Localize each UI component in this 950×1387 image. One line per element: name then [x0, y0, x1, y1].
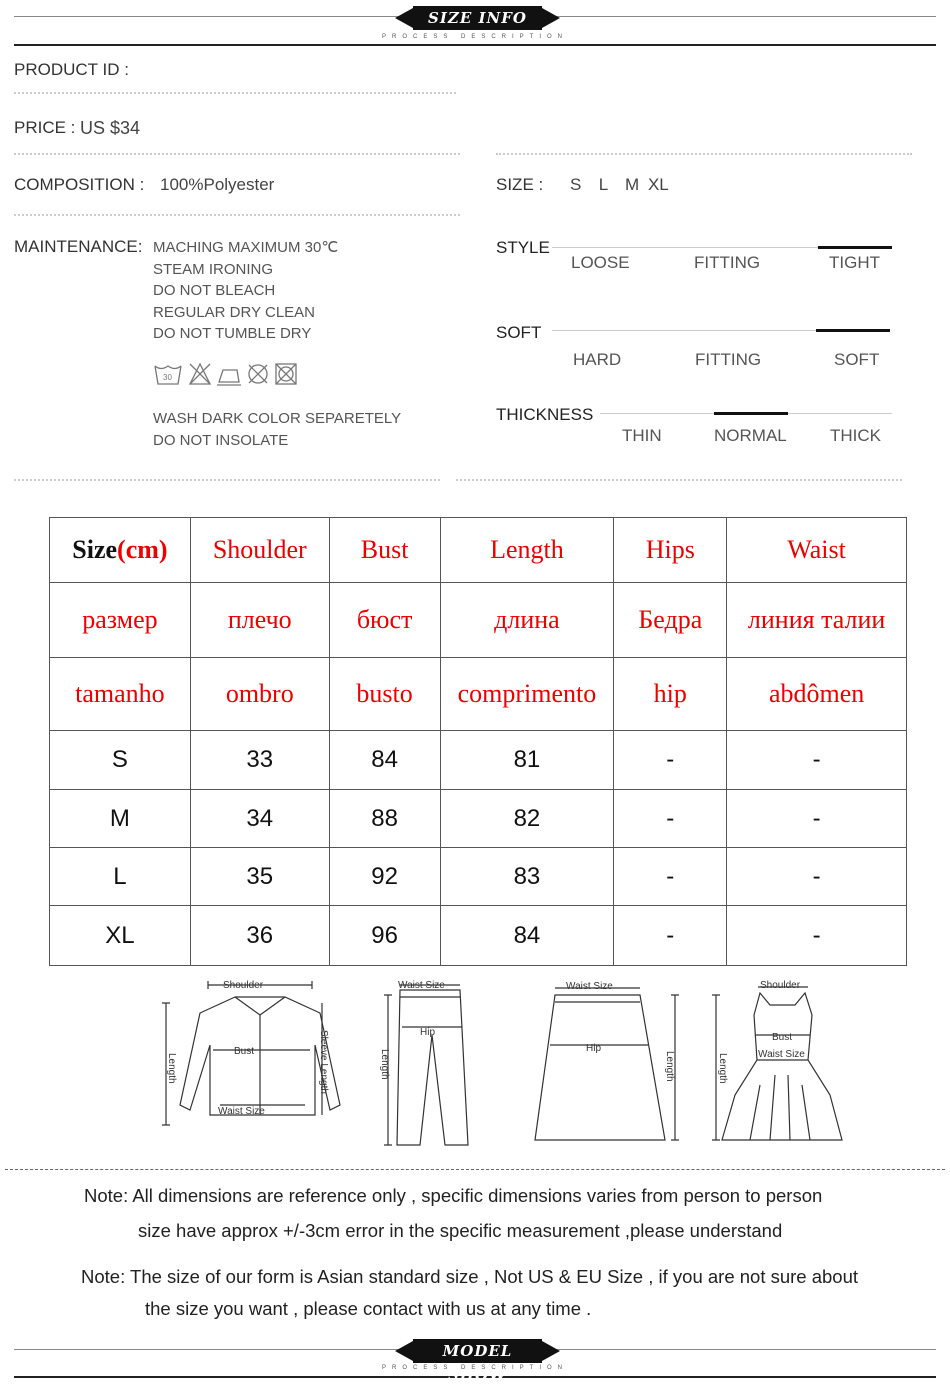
- skirt-diagram: [535, 988, 679, 1140]
- table-header-row-ru: [50, 583, 907, 658]
- dress-length-label: Length: [717, 1053, 728, 1084]
- maintenance-label: MAINTENANCE:: [14, 237, 143, 256]
- pants-waist-label: Waist Size: [398, 980, 445, 991]
- table-cell: 35: [190, 848, 329, 906]
- garment-diagrams: [30, 975, 920, 1160]
- soft-label: SOFT: [496, 323, 542, 342]
- maintenance-line: DO NOT TUMBLE DRY: [153, 325, 312, 342]
- wash-notes: [153, 408, 401, 451]
- note-2-line-1: Note: The size of our form is Asian standard size , Not US & EU Size , if you are not sure about: [81, 1266, 859, 1287]
- shirt-shoulder-label: Shoulder: [223, 980, 264, 991]
- table-cell: -: [727, 906, 907, 966]
- thickness-label: THICKNESS: [496, 405, 594, 424]
- table-cell: XL: [50, 906, 191, 966]
- note-1-line-1: Note: All dimensions are reference only , specific dimensions varies from person to person: [84, 1185, 823, 1206]
- dress-shoulder-label: Shoulder: [760, 980, 801, 991]
- banner-title: MODEL SHOW: [413, 1339, 542, 1363]
- banner-subtitle: PROCESS DESCRIPTION: [381, 34, 568, 40]
- table-row: [50, 906, 907, 966]
- table-header-row-pt: [50, 658, 907, 731]
- table-header-cell: Бедра: [614, 583, 727, 658]
- table-cell: -: [727, 731, 907, 790]
- maintenance-list: [153, 237, 338, 345]
- size-unit-text: (cm): [117, 535, 168, 564]
- table-header-cell: Bust: [329, 518, 440, 583]
- table-cell: 88: [329, 790, 440, 848]
- composition-label: COMPOSITION :: [14, 175, 145, 194]
- soft-option: FITTING: [695, 350, 762, 369]
- table-row: [50, 731, 907, 790]
- soft-option: SOFT: [834, 350, 880, 369]
- notes-separator: [5, 1169, 945, 1170]
- product-id-label: PRODUCT ID :: [14, 60, 129, 79]
- banner-subtitle: PROCESS DESCRIPTION: [381, 1365, 568, 1371]
- table-row: [50, 790, 907, 848]
- composition-value: 100%Polyester: [160, 175, 275, 194]
- table-header-cell: tamanho: [50, 658, 191, 731]
- skirt-hip-label: Hip: [586, 1043, 602, 1054]
- table-header-cell: comprimento: [440, 658, 614, 731]
- table-cell: M: [50, 790, 191, 848]
- pants-length-label: Length: [379, 1049, 390, 1080]
- svg-text:30: 30: [163, 373, 172, 382]
- style-option: LOOSE: [571, 253, 630, 272]
- table-header-cell: линия талии: [727, 583, 907, 658]
- table-cell: -: [727, 848, 907, 906]
- maintenance-line: STEAM IRONING: [153, 260, 274, 278]
- size-label: SIZE :: [496, 175, 544, 194]
- table-header-cell: [50, 518, 191, 583]
- dress-waist-label: Waist Size: [758, 1049, 805, 1060]
- table-header-cell: длина: [440, 583, 614, 658]
- table-row: [50, 848, 907, 906]
- thickness-option: THICK: [830, 426, 881, 445]
- table-cell: 34: [190, 790, 329, 848]
- table-cell: 84: [329, 731, 440, 790]
- style-selected-indicator: [818, 246, 892, 249]
- table-cell: 33: [190, 731, 329, 790]
- price-value: US $34: [80, 118, 141, 138]
- table-header-cell: Waist: [727, 518, 907, 583]
- table-header-cell: busto: [329, 658, 440, 731]
- maintenance-line: DO NOT BLEACH: [153, 282, 276, 299]
- table-cell: S: [50, 731, 191, 790]
- shirt-sleeve-label: Sleeve Length: [318, 1030, 329, 1094]
- model-show-banner: [0, 1337, 950, 1383]
- care-icons: [153, 362, 303, 388]
- soft-selected-indicator: [816, 329, 890, 332]
- table-header-cell: ombro: [190, 658, 329, 731]
- table-cell: -: [614, 848, 727, 906]
- table-header-cell: hip: [614, 658, 727, 731]
- table-cell: -: [614, 731, 727, 790]
- skirt-waist-label: Waist Size: [566, 981, 613, 992]
- style-option: FITTING: [694, 253, 761, 272]
- table-header-cell: abdômen: [727, 658, 907, 731]
- table-header-cell: Shoulder: [190, 518, 329, 583]
- size-header-text: Size: [72, 535, 118, 564]
- table-header-cell: Hips: [614, 518, 727, 583]
- table-header-cell: размер: [50, 583, 191, 658]
- table-cell: 83: [440, 848, 614, 906]
- table-cell: -: [614, 790, 727, 848]
- shirt-length-label: Length: [166, 1053, 177, 1084]
- note-2-line-2: the size you want , please contact with us at any time .: [145, 1298, 592, 1319]
- shirt-bust-label: Bust: [234, 1046, 255, 1057]
- soft-option: HARD: [573, 350, 622, 369]
- table-header-cell: Length: [440, 518, 614, 583]
- style-label: STYLE: [496, 238, 550, 257]
- size-value: S L M XL: [570, 175, 669, 194]
- wash-30-icon: [155, 366, 181, 384]
- wash-line: WASH DARK COLOR SEPARETELY: [153, 410, 402, 427]
- table-cell: 96: [329, 906, 440, 966]
- no-bleach-icon: [190, 364, 210, 384]
- dress-bust-label: Bust: [772, 1032, 793, 1043]
- table-cell: 92: [329, 848, 440, 906]
- thickness-option: NORMAL: [714, 426, 787, 445]
- table-cell: 36: [190, 906, 329, 966]
- note-1-line-2: size have approx +/-3cm error in the specific measurement ,please understand: [138, 1220, 783, 1241]
- table-cell: L: [50, 848, 191, 906]
- wash-line: DO NOT INSOLATE: [153, 431, 289, 449]
- thickness-option: THIN: [622, 426, 662, 445]
- dress-diagram: [712, 987, 842, 1140]
- no-tumble-dry-icon: [276, 364, 296, 384]
- banner-title: SIZE INFO: [413, 6, 542, 30]
- table-header-row-en: [50, 518, 907, 583]
- size-info-banner: [0, 4, 950, 50]
- skirt-length-label: Length: [664, 1051, 675, 1082]
- style-option: TIGHT: [829, 253, 880, 272]
- iron-icon: [217, 370, 241, 385]
- pants-hip-label: Hip: [420, 1027, 436, 1038]
- table-cell: -: [614, 906, 727, 966]
- table-cell: 84: [440, 906, 614, 966]
- size-table: [49, 517, 907, 966]
- price-label: PRICE :: [14, 118, 76, 137]
- table-cell: 82: [440, 790, 614, 848]
- table-header-cell: плечо: [190, 583, 329, 658]
- table-cell: 81: [440, 731, 614, 790]
- maintenance-line: MACHING MAXIMUM 30℃: [153, 239, 339, 256]
- table-header-cell: бюст: [329, 583, 440, 658]
- shirt-waist-label: Waist Size: [218, 1106, 265, 1117]
- table-cell: -: [727, 790, 907, 848]
- maintenance-line: REGULAR DRY CLEAN: [153, 303, 315, 321]
- pants-diagram: [384, 985, 468, 1145]
- thickness-selected-indicator: [714, 412, 788, 415]
- no-dry-clean-icon: [249, 365, 267, 383]
